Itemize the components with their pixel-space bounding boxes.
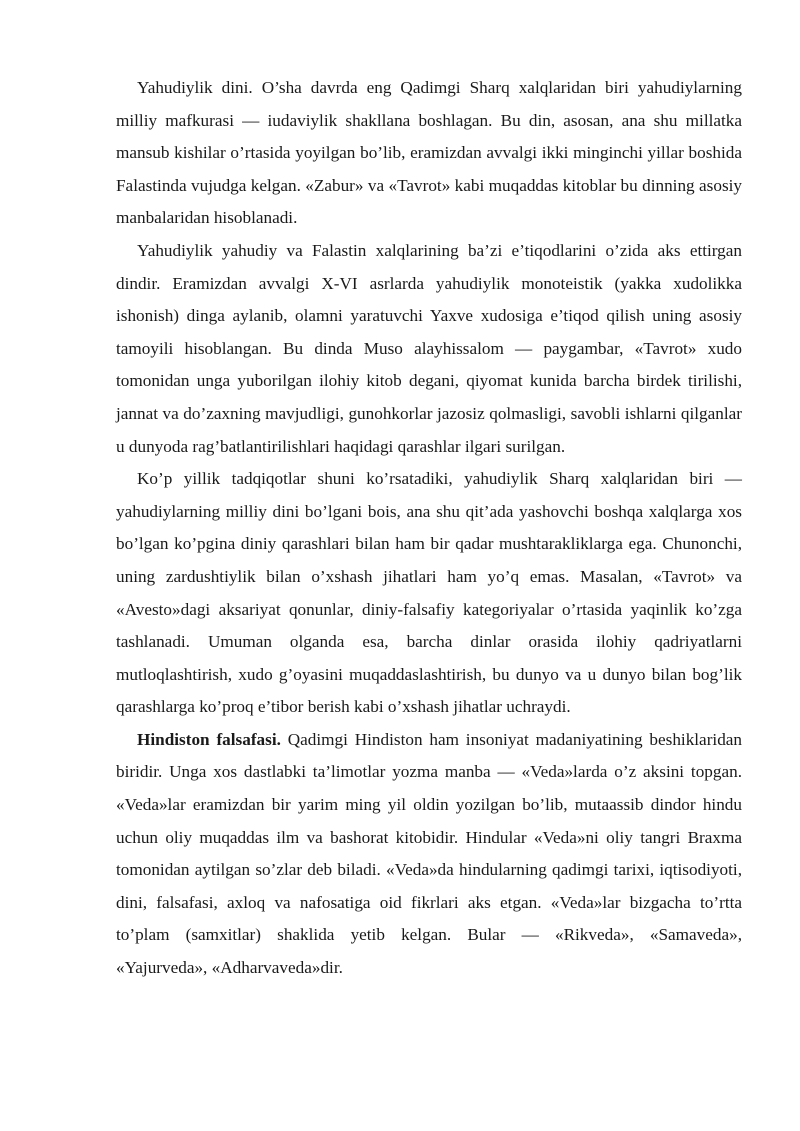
paragraph-judaism-comparison: [116, 463, 742, 724]
paragraph-text: Ko’p yillik tadqiqotlar shuni ko’rsatadiki, yahudiylik Sharq xalqlaridan biri — yahudiylarning milliy dini bo’lgani bois, ana shu qit’ada yashovchi boshqa xalqlarga xos bo’lgan ko’pgina diniy qarashlari bilan ham bir qadar mushtarakliklarga ega. Chunonchi, uning zardushtiylik bilan o’xshash jihatlari ham yo’q emas. Masalan, «Tavrot» va «Avesto»dagi aksariyat qonunlar, diniy-falsafiy kategoriyalar o’rtasida yaqinlik ko’zga tashlanadi. Umuman olganda esa, barcha dinlar orasida ilohiy qadriyatlarni mutloqlashtirish, xudo g’oyasini muqaddaslashtirish, bu dunyo va u dunyo bilan bog’lik qarashlarga ko’proq e’tibor berish kabi o’xshash jihatlar uchraydi.: [116, 469, 742, 717]
paragraph-text: Yahudiylik yahudiy va Falastin xalqlarining ba’zi e’tiqodlarini o’zida aks ettirgan dindir. Eramizdan avvalgi X-VI asrlarda yahudiylik monoteistik (yakka xudolikka ishonish) dinga aylanib, olamni yaratuvchi Yaxve xudosiga e’tiqod qilish uning asosiy tamoyili hisoblangan. Bu dinda Muso alayhissalom — paygambar, «Tavrot» xudo tomonidan unga yuborilgan ilohiy kitob degani, qiyomat kunida barcha birdek tirilishi, jannat va do’zaxning mavjudligi, gunohkorlar jazosiz qolmasligi, savobli ishlarni qilganlar u dunyoda rag’batlantirilishlari haqidagi qarashlar ilgari surilgan.: [116, 240, 742, 456]
paragraph-judaism-intro: [116, 72, 742, 235]
paragraph-text: Qadimgi Hindiston ham insoniyat madaniyatining beshiklaridan biridir. Unga xos dastlabki ta’limotlar yozma manba — «Veda»larda o’z aksini topgan. «Veda»lar eramizdan bir yarim ming yil oldin yozilgan bo’lib, mutaassib dindor hindu uchun oliy muqaddas ilm va bashorat kitobidir. Hindular «Veda»ni oliy tangri Braxma tomonidan aytilgan so’zlar deb biladi. «Veda»da hindularning qadimgi tarixi, iqtisodiyoti, dini, falsafasi, axloq va nafosatiga oid fikrlari aks etgan. «Veda»lar bizgacha to’rtta to’plam (samxitlar) shaklida yetib kelgan. Bular — «Rikveda», «Samaveda», «Yajurveda», «Adharvaveda»dir.: [116, 729, 743, 978]
section-heading: Hindiston falsafasi.: [137, 729, 281, 749]
paragraph-judaism-beliefs: [116, 235, 742, 463]
document-page: [116, 72, 742, 985]
paragraph-text: Yahudiylik dini. O’sha davrda eng Qadimgi Sharq xalqlaridan biri yahudiylarning milliy mafkurasi — iudaviylik shakllana boshlagan. Bu din, asosan, ana shu millatka mansub kishilar o’rtasida yoyilgan bo’lib, eramizdan avvalgi ikki minginchi yillar boshida Falastinda vujudga kelgan. «Zabur» va «Tavrot» kabi muqaddas kitoblar bu dinning asosiy manbalaridan hisoblanadi.: [116, 78, 742, 228]
paragraph-india-philosophy: [116, 724, 742, 985]
